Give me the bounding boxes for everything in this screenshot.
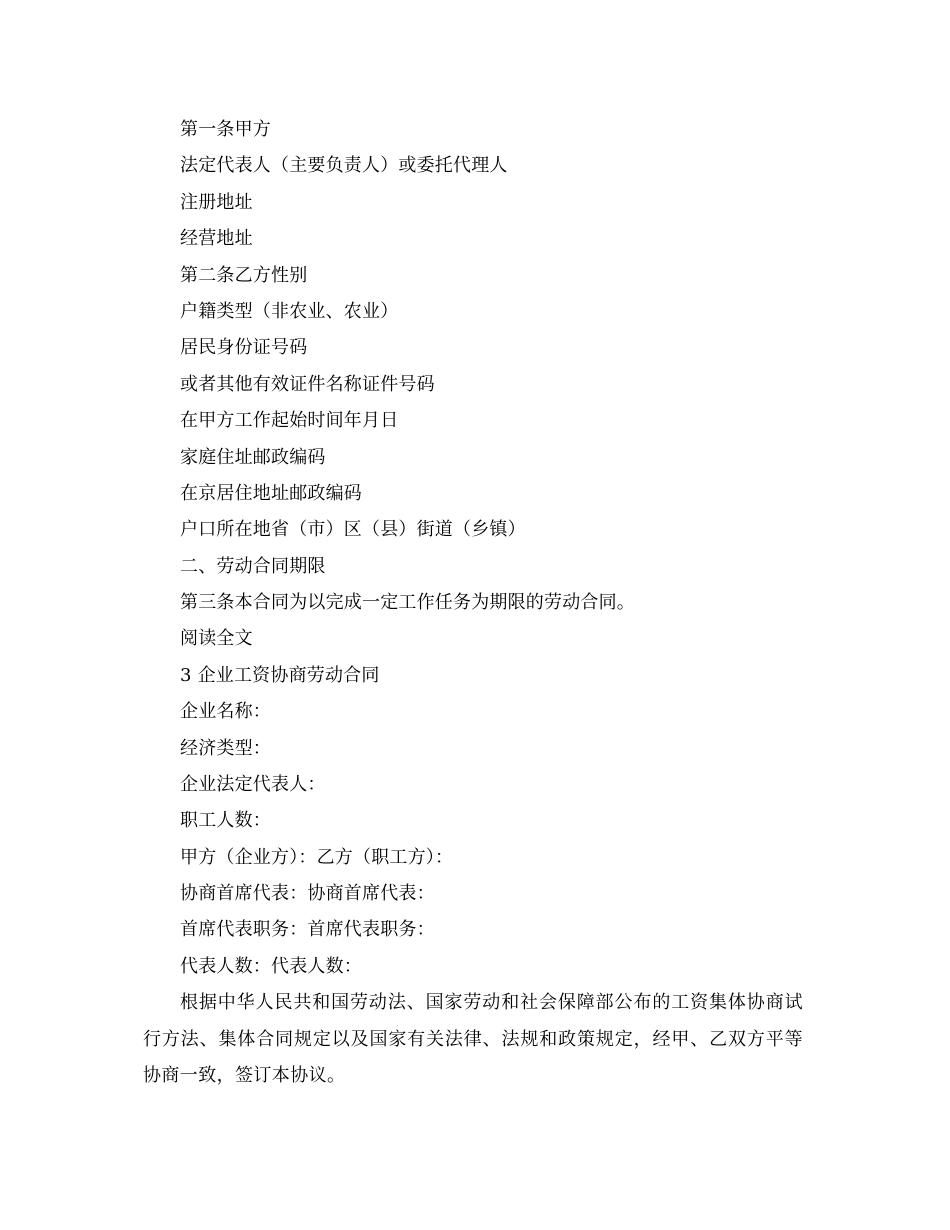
line-registered-address: 注册地址 (180, 192, 253, 213)
line-business-address: 经营地址 (180, 228, 253, 249)
line-beijing-address: 在京居住地址邮政编码 (180, 483, 362, 504)
line-parties: 甲方（企业方）：乙方（职工方）： (180, 847, 454, 868)
read-full-text: 阅读全文 (180, 628, 253, 649)
line-economic-type: 经济类型： (180, 738, 271, 759)
line-article-3: 第三条本合同为以完成一定工作任务为期限的劳动合同。 (180, 592, 635, 613)
section-title-wage-contract: 3 企业工资协商劳动合同 (180, 665, 380, 686)
line-chief-representatives: 协商首席代表：协商首席代表： (180, 883, 435, 904)
line-chief-rep-positions: 首席代表职务：首席代表职务： (180, 919, 435, 940)
line-employee-count: 职工人数： (180, 810, 271, 831)
body-paragraph: 根据中华人民共和国劳动法、国家劳动和社会保障部公布的工资集体协商试行方法、集体合同规定以及国家有关法律、法规和政策规定，经甲、乙双方平等协商一致，签订本协议。 (143, 992, 803, 1086)
line-other-id: 或者其他有效证件名称证件号码 (180, 374, 435, 395)
line-article-2-party-b: 第二条乙方性别 (180, 265, 308, 286)
line-representative-count: 代表人数：代表人数： (180, 956, 362, 977)
line-article-1-party-a: 第一条甲方 (180, 119, 271, 140)
line-start-date: 在甲方工作起始时间年月日 (180, 410, 399, 431)
line-id-number: 居民身份证号码 (180, 337, 308, 358)
section-heading-contract-term: 二、劳动合同期限 (180, 556, 326, 577)
line-company-legal-rep: 企业法定代表人： (180, 774, 326, 795)
line-legal-representative: 法定代表人（主要负责人）或委托代理人 (180, 155, 508, 176)
line-hukou-location: 户口所在地省（市）区（县）街道（乡镇） (180, 519, 526, 540)
line-home-address: 家庭住址邮政编码 (180, 447, 326, 468)
line-company-name: 企业名称： (180, 701, 271, 722)
line-household-type: 户籍类型（非农业、农业） (180, 301, 399, 322)
